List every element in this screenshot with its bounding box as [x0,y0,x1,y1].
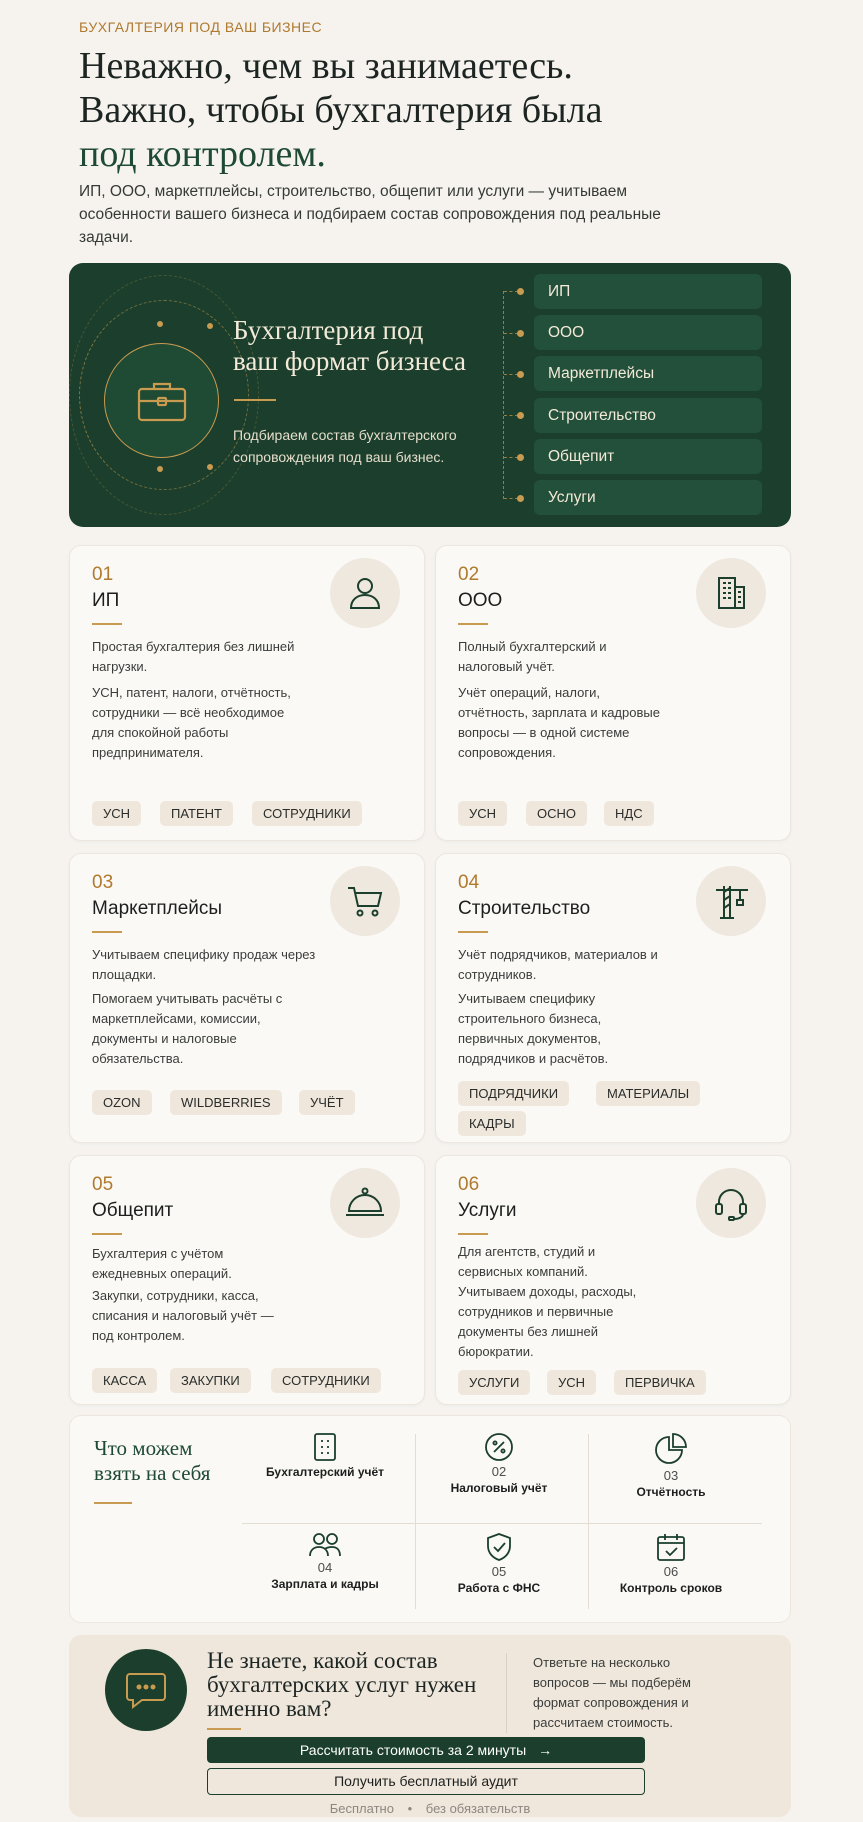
format-connector [504,333,518,334]
cta-divider [207,1728,241,1730]
pie-chart-icon [654,1432,688,1466]
card-divider [458,1233,488,1235]
tag: ОСНО [526,801,587,826]
card-number: 05 [92,1174,114,1195]
hero-decor-dot [207,464,213,470]
free-audit-button[interactable]: Получить бесплатный аудит [207,1768,645,1795]
tag: ЗАКУПКИ [170,1368,251,1393]
business-card-services[interactable] [435,1155,791,1405]
chat-bubble-icon [105,1649,187,1731]
footnote-separator: • [407,1801,413,1816]
card-description: Помогаем учитывать расчёты с маркетплейсами, комиссии, документы и налоговые обязательства. [92,991,283,1066]
business-card-marketplaces[interactable] [69,853,425,1143]
office-building-icon [696,558,766,628]
business-card-ooo[interactable] [435,545,791,841]
card-summary: Бухгалтерия с учётом ежедневных операций. [92,1246,232,1281]
tag: УСЛУГИ [458,1370,530,1395]
business-card-ip[interactable] [69,545,425,841]
title-line-3: под контролем. [79,133,326,175]
tag: ПАТЕНТ [160,801,233,826]
calculate-cost-button[interactable] [207,1737,645,1763]
tag: WILDBERRIES [170,1090,282,1115]
cta-title: Не знаете, какой состав бухгалтерских услуг нужен именно вам? [207,1648,477,1721]
hero-decor-dot [157,466,163,472]
card-number: 04 [458,872,480,893]
document-icon [311,1432,339,1462]
hero-text: Подбираем состав бухгалтерского сопровождения под ваш бизнес. [233,427,457,465]
grid-divider [415,1434,416,1609]
tag: НДС [604,801,654,826]
service-item-payroll [255,1532,395,1592]
tag: КАДРЫ [458,1111,526,1136]
format-connector [504,415,518,416]
title-line-2: Важно, чтобы бухгалтерия была [79,89,603,131]
tag: ПОДРЯДЧИКИ [458,1081,569,1106]
business-card-construction[interactable] [435,853,791,1143]
footnote-free: Бесплатно [329,1801,394,1816]
card-description: Учитываем специфику строительного бизнеса, первичных документов, подрядчиков и расчётов. [458,991,609,1066]
cta-footnote [69,1801,791,1816]
tag: УСН [458,801,507,826]
format-dot [517,412,524,419]
lead-text: ИП, ООО, маркетплейсы, строительство, общепит или услуги — учитываем особенности вашего бизнеса и подбираем состав сопровождения под реальные задачи. [79,183,661,246]
card-title: Услуги [458,1200,517,1221]
footnote-no-obligation: без обязательств [425,1801,531,1816]
crane-icon [696,866,766,936]
card-description: Закупки, сотрудники, касса, списания и налоговый учёт — под контролем. [92,1288,274,1343]
card-title: ООО [458,590,503,611]
card-description: Учитываем доходы, расходы, сотрудников и первичные документы без лишней бюрократии. [458,1284,637,1359]
card-summary: Простая бухгалтерия без лишней нагрузки. [92,639,295,674]
card-summary: Учёт подрядчиков, материалов и сотрудников. [458,947,658,982]
person-icon [330,558,400,628]
format-dot [517,330,524,337]
format-dot [517,371,524,378]
card-title: Строительство [458,898,591,919]
tag: КАССА [92,1368,157,1393]
tag: УЧЁТ [299,1090,355,1115]
tag: МАТЕРИАЛЫ [596,1081,700,1106]
service-item-accounting [255,1432,395,1480]
services-divider [94,1502,132,1504]
service-item-fns [429,1532,569,1596]
service-number: 04 [317,1560,333,1575]
card-description: УСН, патент, налоги, отчётность, сотрудники — всё необходимое для спокойной работы предпринимателя. [92,685,291,760]
format-dot [517,495,524,502]
card-description: Учёт операций, налоги, отчётность, зарплата и кадровые вопросы — в одной системе сопровождения. [458,685,660,760]
format-dot [517,288,524,295]
tag: УСН [547,1370,596,1395]
tag: СОТРУДНИКИ [271,1368,381,1393]
card-summary: Учитываем специфику продаж через площадки. [92,947,316,982]
format-pill-construction[interactable]: Строительство [534,398,762,433]
card-number: 01 [92,564,114,585]
title-line-1: Неважно, чем вы занимаетесь. [79,45,573,87]
services-title: Что можем взять на себя [94,1436,211,1485]
hero-decor-dot [157,321,163,327]
card-title: Маркетплейсы [92,898,223,919]
card-divider [92,623,122,625]
hero-connector [503,291,504,499]
card-divider [458,623,488,625]
shield-check-icon [485,1532,513,1562]
hero-title: Бухгалтерия под ваш формат бизнеса [233,315,466,376]
tag: УСН [92,801,141,826]
service-number: 05 [491,1564,507,1579]
format-connector [504,374,518,375]
people-icon [308,1532,342,1558]
format-connector [504,457,518,458]
cta-panel [69,1635,791,1817]
format-connector [504,498,518,499]
page-title [79,44,603,176]
cta-description: Ответьте на несколько вопросов — мы подберём формат сопровождения и рассчитаем стоимость. [506,1653,706,1733]
card-title: ИП [92,590,120,611]
card-divider [458,931,488,933]
service-label: Контроль сроков [619,1581,723,1595]
card-number: 02 [458,564,480,585]
hero-banner [69,263,791,527]
service-number: 06 [663,1564,679,1579]
format-connector [504,291,518,292]
service-label: Отчётность [636,1485,706,1499]
calendar-check-icon [656,1532,686,1562]
format-pill-marketplaces[interactable]: Маркетплейсы [534,356,762,391]
shopping-cart-icon [330,866,400,936]
hero-divider [234,399,276,401]
cloche-icon [330,1168,400,1238]
headset-icon [696,1168,766,1238]
services-panel [69,1415,791,1623]
service-label: Бухгалтерский учёт [265,1465,385,1479]
tag: OZON [92,1090,152,1115]
button-label: Рассчитать стоимость за 2 минуты [299,1742,527,1758]
card-divider [92,1233,122,1235]
format-dot [517,454,524,461]
briefcase-icon [104,343,219,458]
card-number: 03 [92,872,114,893]
format-pill-ip[interactable]: ИП [534,274,762,309]
service-label: Зарплата и кадры [271,1577,379,1591]
business-card-catering[interactable] [69,1155,425,1405]
arrow-right-icon: → [538,1742,553,1758]
card-divider [92,931,122,933]
service-item-tax [429,1432,569,1496]
card-summary: Для агентств, студий и сервисных компаний. [458,1244,596,1279]
card-number: 06 [458,1174,480,1195]
service-label: Налоговый учёт [450,1481,548,1495]
format-pill-services[interactable]: Услуги [534,480,762,515]
tag: СОТРУДНИКИ [252,801,362,826]
service-item-deadlines [601,1532,741,1596]
grid-divider [242,1523,762,1524]
format-pill-ooo[interactable]: ООО [534,315,762,350]
hero-decor-dot [207,323,213,329]
service-number: 02 [491,1464,507,1479]
service-label: Работа с ФНС [457,1581,541,1595]
tag: ПЕРВИЧКА [614,1370,706,1395]
grid-divider [588,1434,589,1609]
card-summary: Полный бухгалтерский и налоговый учёт. [458,639,607,674]
service-item-reports [601,1432,741,1500]
card-title: Общепит [92,1200,174,1221]
percent-icon [484,1432,514,1462]
eyebrow-label: БУХГАЛТЕРИЯ ПОД ВАШ БИЗНЕС [79,19,323,35]
format-pill-catering[interactable]: Общепит [534,439,762,474]
service-number: 03 [663,1468,679,1483]
